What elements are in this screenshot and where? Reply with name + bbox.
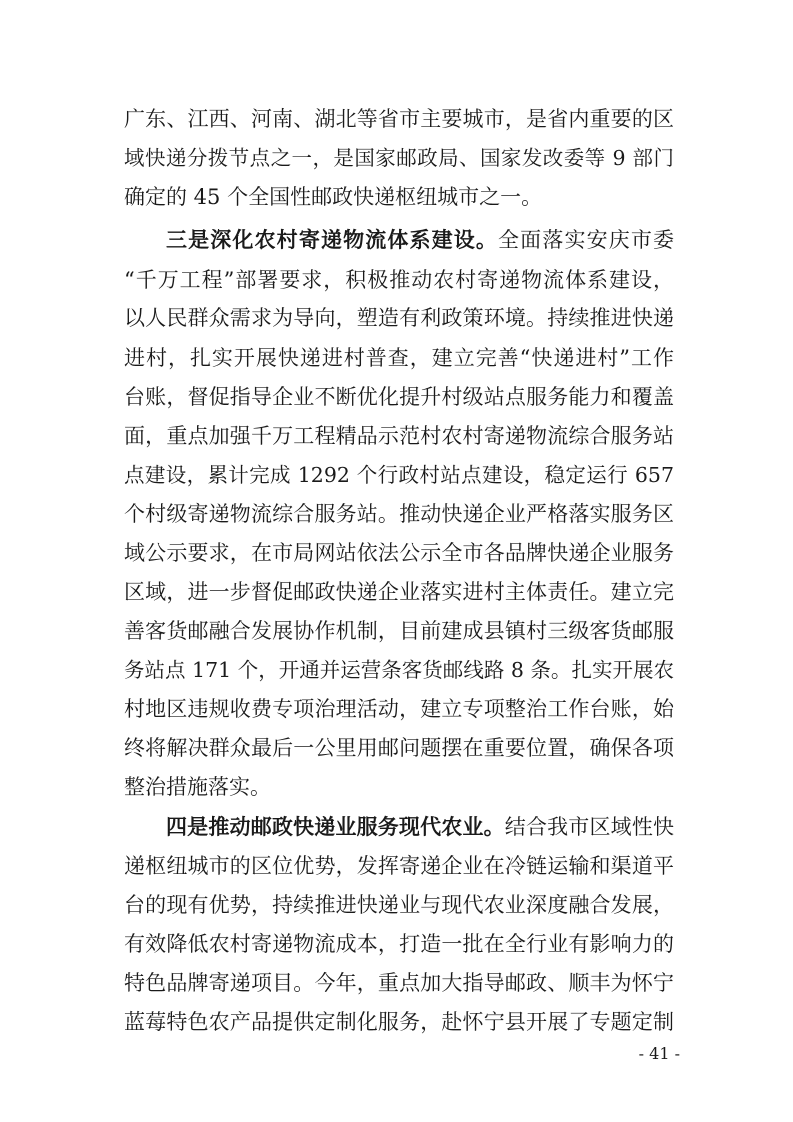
paragraph-line-8: 台账，督促指导企业不断优化提升村级站点服务能力和覆盖: [124, 385, 674, 409]
paragraph-line-7: 进村，扎实开展快递进村普查，建立完善“快递进村”工作: [124, 346, 674, 370]
paragraph-line-24: 蓝莓特色农产品提供定制化服务，赴怀宁县开展了专题定制: [124, 1010, 674, 1034]
section-four-first-line: 四是推动邮政快递业服务现代农业。结合我市区域性快: [166, 814, 674, 839]
paragraph-line-21: 台的现有优势，持续推进快递业与现代农业深度融合发展，: [124, 893, 674, 917]
paragraph-line-14: 善客货邮融合发展协作机制，目前建成县镇村三级客货邮服: [124, 619, 674, 643]
paragraph-line-3: 确定的 45 个全国性邮政快递枢纽城市之一。: [124, 185, 543, 209]
section-four-heading: 四是推动邮政快递业服务现代农业。: [166, 814, 505, 839]
paragraph-line-5: “千万工程”部署要求，积极推动农村寄递物流体系建设，: [124, 268, 674, 292]
section-three-heading: 三是深化农村寄递物流体系建设。: [166, 227, 499, 252]
paragraph-line-15: 务站点 171 个，开通并运营条客货邮线路 8 条。扎实开展农: [124, 658, 674, 682]
paragraph-line-10: 点建设，累计完成 1292 个行政村站点建设，稳定运行 657: [124, 463, 674, 487]
paragraph-line-1: 广东、江西、河南、湖北等省市主要城市，是省内重要的区: [124, 107, 674, 131]
paragraph-line-9: 面，重点加强千万工程精品示范村农村寄递物流综合服务站: [124, 424, 674, 448]
paragraph-line-18: 整治措施落实。: [124, 775, 271, 799]
paragraph-line-17: 终将解决群众最后一公里用邮问题摆在重要位置，确保各项: [124, 736, 674, 760]
paragraph-line-23: 特色品牌寄递项目。今年，重点加大指导邮政、顺丰为怀宁: [124, 971, 674, 995]
section-three-first-line: 三是深化农村寄递物流体系建设。全面落实安庆市委: [166, 227, 675, 252]
paragraph-line-2: 域快递分拨节点之一，是国家邮政局、国家发改委等 9 部门: [124, 146, 674, 170]
paragraph-line-11: 个村级寄递物流综合服务站。推动快递企业严格落实服务区: [124, 502, 674, 526]
paragraph-line-13: 区域，进一步督促邮政快递企业落实进村主体责任。建立完: [124, 580, 674, 604]
paragraph-line-22: 有效降低农村寄递物流成本，打造一批在全行业有影响力的: [124, 932, 674, 956]
paragraph-line-12: 域公示要求，在市局网站依法公示全市各品牌快递企业服务: [124, 541, 674, 565]
paragraph-line-16: 村地区违规收费专项治理活动，建立专项整治工作台账，始: [124, 697, 674, 721]
paragraph-line-20: 递枢纽城市的区位优势，发挥寄递企业在冷链运输和渠道平: [124, 854, 674, 878]
paragraph-line-6: 以人民群众需求为导向，塑造有利政策环境。持续推进快递: [124, 306, 674, 330]
page-number: - 41 -: [638, 1044, 680, 1063]
